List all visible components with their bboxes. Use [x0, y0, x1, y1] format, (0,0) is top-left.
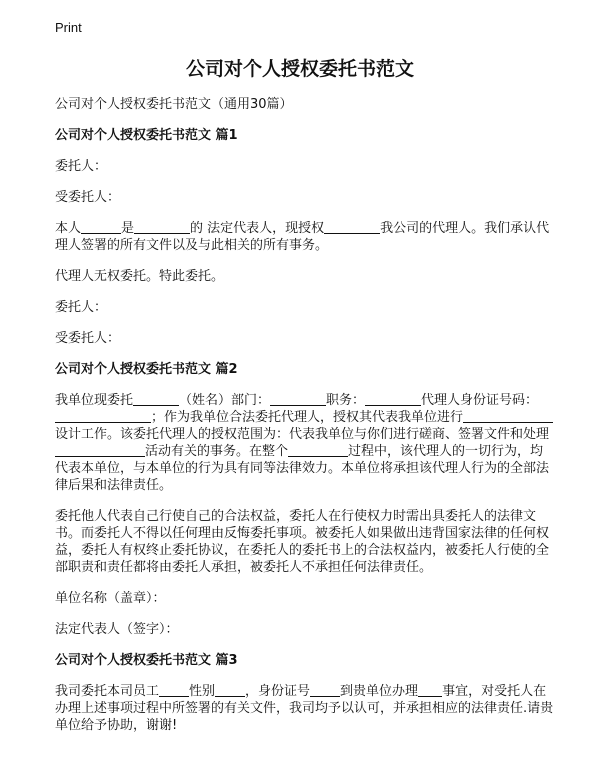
- text-fragment: 的 法定代表人，现授权: [190, 221, 325, 236]
- blank-line: [215, 683, 245, 697]
- employee-paragraph: [55, 683, 555, 734]
- blank-line: [418, 683, 442, 697]
- text-fragment: （姓名）部门：: [179, 393, 271, 408]
- text-fragment: 我公司的代理人。我们承认代理人签署的所有文件以及与此相关的所有事务。: [55, 221, 550, 253]
- blank-line: [55, 443, 145, 457]
- principal-label-2: 委托人：: [55, 300, 108, 315]
- text-fragment: 性别: [189, 684, 216, 699]
- blank-line: [55, 409, 151, 423]
- text-fragment: 到贵单位办理: [340, 684, 419, 699]
- print-link[interactable]: Print: [55, 20, 82, 35]
- blank-line: [81, 220, 121, 234]
- text-fragment: 是: [121, 221, 135, 236]
- section-heading-2: 公司对个人授权委托书范文 篇2: [55, 362, 238, 377]
- section-heading-3: 公司对个人授权委托书范文 篇3: [55, 653, 238, 668]
- blank-line: [288, 443, 348, 457]
- text-fragment: 代理人身份证号码：: [421, 393, 539, 408]
- intro-line: 公司对个人授权委托书范文（通用30篇）: [55, 97, 293, 112]
- blank-line: [133, 392, 179, 406]
- text-fragment: 过程中，该代理人的一切行为，均代表本单位，与本单位的行为具有同等法律效力。本单位将承担该代理人行为的全部法律后果和法律责任。: [55, 444, 550, 493]
- document-title: 公司对个人授权委托书范文: [185, 58, 414, 80]
- text-fragment: 事宜，对受托人在办理上述事项过程中所签署的有关文件，我司均予以认可，并承担相应的法律责任.请贵单位给予协助，谢谢!: [55, 684, 554, 733]
- blank-line: [159, 683, 189, 697]
- blank-line: [310, 683, 340, 697]
- authorization-paragraph: [55, 220, 555, 254]
- blank-line: [134, 220, 190, 234]
- agent-label-2: 受委托人：: [55, 331, 121, 346]
- text-fragment: 我单位现委托: [55, 393, 134, 408]
- document-body: [55, 96, 555, 748]
- delegation-paragraph: [55, 392, 555, 494]
- text-fragment: ；作为我单位合法委托代理人，授权其代表我单位进行: [151, 410, 464, 425]
- legal-paragraph: 委托他人代表自己行使自己的合法权益，委托人在行使权力时需出具委托人的法律文书。而委托人不得以任何理由反悔委托事项。被委托人如果做出违背国家法律的任何权益，委托人有权终止委托协议，在委托人的委托书上的合法权益内，被委托人行使的全部职责和责任都将由委托人承担，被委托人不承担任何法律责任。: [55, 509, 550, 575]
- text-fragment: 职务：: [326, 393, 366, 408]
- text-fragment: ，身份证号: [245, 684, 311, 699]
- text-fragment: 设计工作。该委托代理人的授权范围为：代表我单位与你们进行磋商、签署文件和处理: [55, 427, 550, 442]
- section-heading-1: 公司对个人授权委托书范文 篇1: [55, 128, 238, 143]
- text-fragment: 我司委托本司员工: [55, 684, 160, 699]
- blank-line: [365, 392, 421, 406]
- principal-label: 委托人：: [55, 159, 108, 174]
- blank-line: [463, 409, 553, 423]
- blank-line: [270, 392, 326, 406]
- no-transfer-line: 代理人无权委托。特此委托。: [55, 269, 225, 284]
- legal-rep-label: 法定代表人（签字）：: [55, 622, 179, 637]
- text-fragment: 本人: [55, 221, 82, 236]
- text-fragment: 活动有关的事务。在整个: [145, 444, 289, 459]
- agent-label: 受委托人：: [55, 190, 121, 205]
- blank-line: [324, 220, 380, 234]
- unit-name-label: 单位名称（盖章）：: [55, 591, 166, 606]
